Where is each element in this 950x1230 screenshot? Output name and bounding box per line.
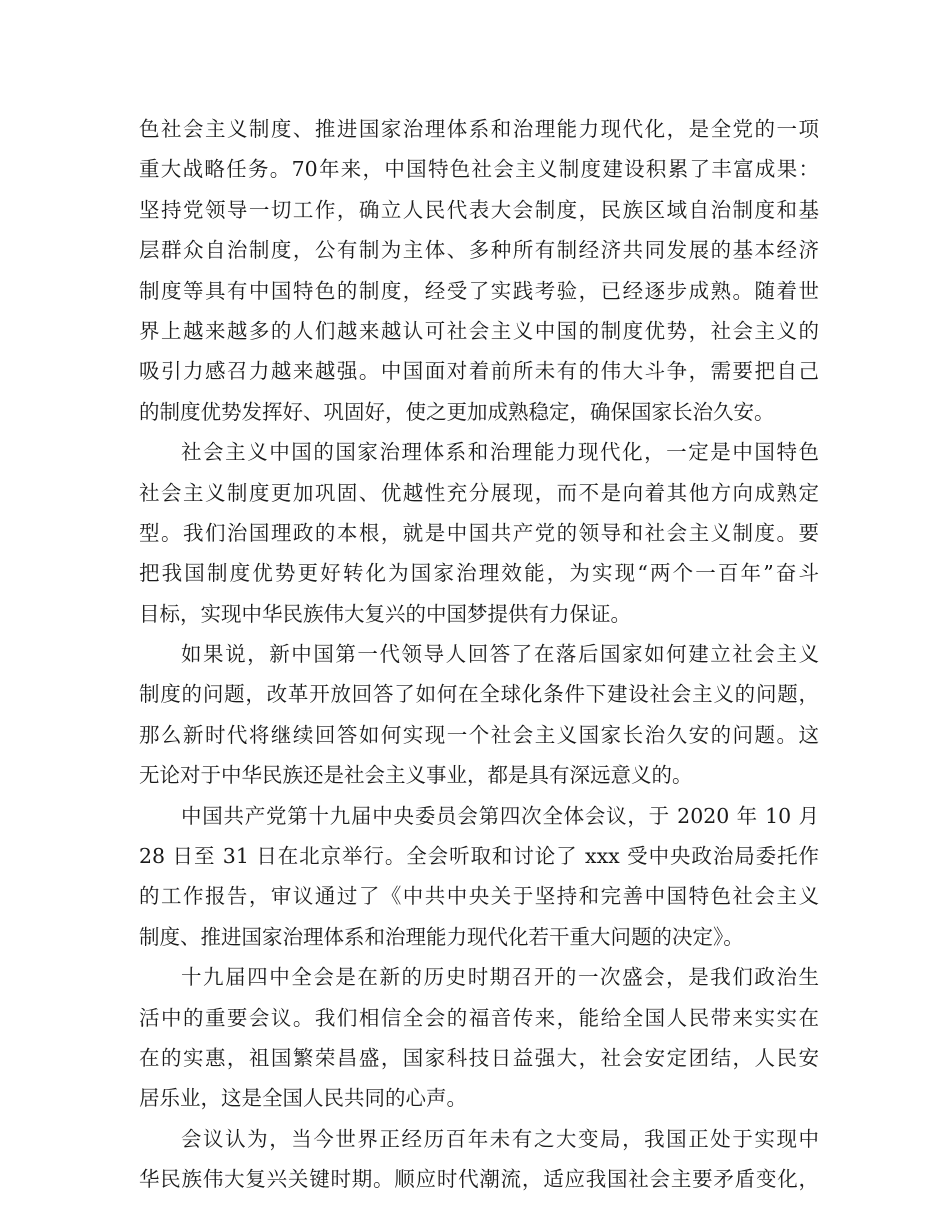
text-line: 十九届四中全会是在新的历史时期召开的一次盛会，是我们政治生 (181, 965, 819, 990)
paragraph-2 (139, 432, 819, 634)
text-line: 会议认为，当今世界正经历百年未有之大变局，我国正处于实现中 (181, 1126, 819, 1151)
text-line: 在的实惠，祖国繁荣昌盛，国家科技日益强大，社会安定团结，人民安 (139, 1045, 819, 1070)
text-line: 居乐业，这是全国人民共同的心声。 (139, 1086, 467, 1111)
text-line: 层群众自治制度，公有制为主体、多种所有制经济共同发展的基本经济 (139, 238, 819, 263)
text-line: 华民族伟大复兴关键时期。顺应时代潮流，适应我国社会主要矛盾变化， (139, 1167, 819, 1192)
text-line: 社会主义中国的国家治理体系和治理能力现代化，一定是中国特色 (181, 440, 819, 465)
paragraph-6 (139, 1119, 819, 1200)
text-line: 坚持党领导一切工作，确立人民代表大会制度，民族区域自治制度和基 (139, 197, 819, 222)
text-line: 色社会主义制度、推进国家治理体系和治理能力现代化，是全党的一项 (139, 117, 819, 141)
text-line: 的工作报告，审议通过了《中共中央关于坚持和完善中国特色社会主义 (139, 884, 819, 909)
text-line: 活中的重要会议。我们相信全会的福音传来，能给全国人民带来实实在 (139, 1005, 819, 1030)
text-line: 型。我们治国理政的本根，就是中国共产党的领导和社会主义制度。要 (139, 520, 819, 545)
text-line: 吸引力感召力越来越强。中国面对着前所未有的伟大斗争，需要把自己 (139, 359, 819, 384)
text-line: 社会主义制度更加巩固、优越性充分展现，而不是向着其他方向成熟定 (139, 480, 819, 505)
text-line: 目标，实现中华民族伟大复兴的中国梦提供有力保证。 (139, 601, 631, 626)
text-line: 界上越来越多的人们越来越认可社会主义中国的制度优势，社会主义的 (139, 318, 819, 343)
paragraph-1 (139, 109, 819, 432)
text-line: 28 日至 31 日在北京举行。全会听取和讨论了 xxx 受中央政治局委托作 (139, 844, 819, 869)
text-line: 重大战略任务。70年来，中国特色社会主义制度建设积累了丰富成果： (139, 157, 819, 182)
text-line: 的制度优势发挥好、巩固好，使之更加成熟稳定，确保国家长治久安。 (139, 399, 775, 424)
text-line: 无论对于中华民族还是社会主义事业，都是具有深远意义的。 (139, 763, 693, 788)
text-line: 制度、推进国家治理体系和治理能力现代化若干重大问题的决定》。 (139, 924, 744, 949)
paragraph-3 (139, 634, 819, 796)
text-line: 把我国制度优势更好转化为国家治理效能，为实现“两个一百年”奋斗 (139, 561, 819, 586)
paragraph-5 (139, 957, 819, 1119)
document-body (139, 109, 819, 1200)
paragraph-4 (139, 796, 819, 958)
text-line: 中国共产党第十九届中央委员会第四次全体会议，于 2020 年 10 月 (181, 803, 819, 828)
text-line: 制度等具有中国特色的制度，经受了实践考验，已经逐步成熟。随着世 (139, 278, 819, 303)
text-line: 如果说，新中国第一代领导人回答了在落后国家如何建立社会主义 (181, 642, 819, 667)
text-line: 那么新时代将继续回答如何实现一个社会主义国家长治久安的问题。这 (139, 722, 819, 747)
text-line: 制度的问题，改革开放回答了如何在全球化条件下建设社会主义的问题， (139, 682, 819, 707)
